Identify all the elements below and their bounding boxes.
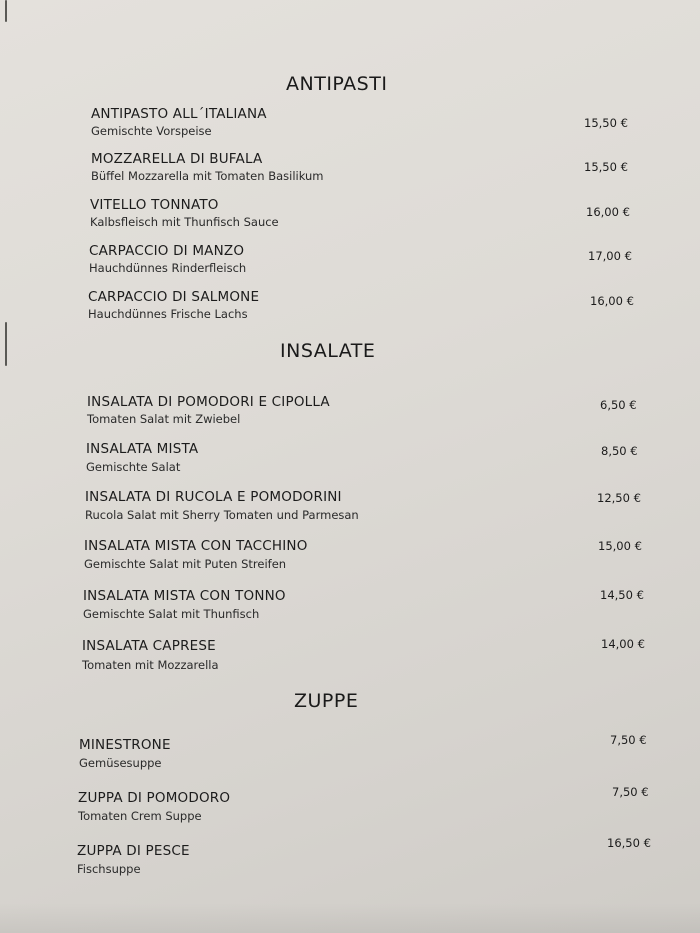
item-name: INSALATA DI RUCOLA E POMODORINI xyxy=(85,489,342,505)
item-name: INSALATA CAPRESE xyxy=(82,638,216,654)
item-name: MOZZARELLA DI BUFALA xyxy=(91,151,263,167)
item-description: Rucola Salat mit Sherry Tomaten und Parmesan xyxy=(85,508,359,522)
item-description: Tomaten Salat mit Zwiebel xyxy=(87,412,241,426)
item-description: Fischsuppe xyxy=(77,862,141,876)
item-name: INSALATA DI POMODORI E CIPOLLA xyxy=(87,394,330,410)
section-title-antipasti: ANTIPASTI xyxy=(286,73,388,95)
item-description: Tomaten Crem Suppe xyxy=(78,809,202,823)
item-name: INSALATA MISTA CON TACCHINO xyxy=(84,538,308,554)
item-name: CARPACCIO DI MANZO xyxy=(89,243,245,259)
item-price: 14,50 € xyxy=(600,588,644,602)
item-price: 16,00 € xyxy=(590,294,634,308)
item-description: Hauchdünnes Frische Lachs xyxy=(88,307,248,321)
page-edge-mark-top xyxy=(5,0,7,22)
item-description: Gemischte Salat mit Puten Streifen xyxy=(84,557,287,571)
item-price: 15,50 € xyxy=(584,116,628,130)
item-name: MINESTRONE xyxy=(79,737,171,753)
item-name: ANTIPASTO ALL´ITALIANA xyxy=(91,106,267,122)
item-name: CARPACCIO DI SALMONE xyxy=(88,289,260,305)
item-description: Gemischte Salat xyxy=(86,460,181,474)
item-name: VITELLO TONNATO xyxy=(90,197,219,213)
item-price: 15,00 € xyxy=(598,539,642,553)
item-name: ZUPPA DI POMODORO xyxy=(78,790,231,806)
item-price: 7,50 € xyxy=(612,785,649,799)
item-price: 7,50 € xyxy=(610,733,647,747)
item-price: 16,00 € xyxy=(586,205,630,219)
section-title-insalate: INSALATE xyxy=(280,340,376,362)
item-description: Gemüsesuppe xyxy=(79,756,162,770)
item-description: Gemischte Vorspeise xyxy=(91,124,212,138)
item-description: Kalbsfleisch mit Thunfisch Sauce xyxy=(90,215,279,229)
item-price: 17,00 € xyxy=(588,249,632,263)
item-name: ZUPPA DI PESCE xyxy=(77,843,190,859)
item-price: 16,50 € xyxy=(607,836,651,850)
section-title-zuppe: ZUPPE xyxy=(294,690,359,712)
item-description: Hauchdünnes Rinderfleisch xyxy=(89,261,247,275)
item-price: 14,00 € xyxy=(601,637,645,651)
item-description: Büffel Mozzarella mit Tomaten Basilikum xyxy=(91,169,324,183)
item-price: 12,50 € xyxy=(597,491,641,505)
page-edge-mark-middle xyxy=(5,322,7,366)
item-name: INSALATA MISTA CON TONNO xyxy=(83,588,286,604)
item-price: 6,50 € xyxy=(600,398,637,412)
item-description: Gemischte Salat mit Thunfisch xyxy=(83,607,260,621)
page-bottom-shadow xyxy=(0,903,700,933)
item-name: INSALATA MISTA xyxy=(86,441,199,457)
item-price: 15,50 € xyxy=(584,160,628,174)
item-description: Tomaten mit Mozzarella xyxy=(82,658,219,672)
item-price: 8,50 € xyxy=(601,444,638,458)
